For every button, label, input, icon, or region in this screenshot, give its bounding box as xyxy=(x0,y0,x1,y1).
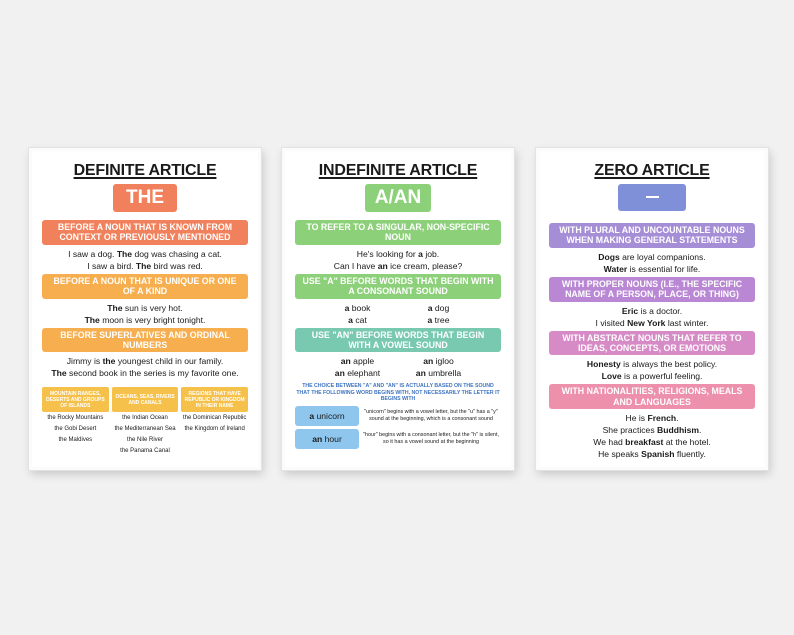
example-word: a tree xyxy=(427,314,450,325)
example-word: an elephant xyxy=(334,368,381,379)
category-label: OCEANS, SEAS, RIVERS AND CANALS xyxy=(112,387,179,412)
rule-box: WITH PROPER NOUNS (I.E., THE SPECIFIC NAME OF A PERSON, PLACE, OR THING) xyxy=(549,277,755,302)
example-sentence: Eric is a doctor. xyxy=(621,305,683,316)
poster-title: ZERO ARTICLE xyxy=(594,162,710,179)
example-sentence: The sun is very hot. xyxy=(107,302,183,313)
rule-box: BEFORE A NOUN THAT IS KNOWN FROM CONTEXT OR PREVIOUSLY MENTIONED xyxy=(42,220,248,245)
category-list xyxy=(181,413,248,435)
example-sentence: I saw a bird. The bird was red. xyxy=(87,260,203,271)
poster-title: INDEFINITE ARTICLE xyxy=(318,162,478,179)
example-word: a cat xyxy=(348,314,367,325)
category-column xyxy=(181,387,248,457)
dash-badge xyxy=(618,184,686,211)
example-sentence: Honesty is always the best policy. xyxy=(586,359,718,370)
example-sentence: I saw a dog. The dog was chasing a cat. xyxy=(68,248,222,259)
list-item: the Maldives xyxy=(58,437,93,444)
example-sentence: He is French. xyxy=(625,413,679,424)
list-item: the Rocky Mountains xyxy=(47,415,104,422)
list-item: the Indian Ocean xyxy=(122,415,168,422)
poster-indefinite-article xyxy=(282,148,514,470)
example-sentence: The moon is very bright tonight. xyxy=(84,314,206,325)
list-item: the Mediterranean Sea xyxy=(114,426,176,433)
category-column xyxy=(112,387,179,457)
rule-box: WITH NATIONALITIES, RELIGIONS, MEALS AND LANGUAGES xyxy=(549,384,755,409)
example-sentence: She practices Buddhism. xyxy=(602,425,702,436)
rule-box: BEFORE A NOUN THAT IS UNIQUE OR ONE OF A KIND xyxy=(42,274,248,299)
example-word: an apple xyxy=(340,356,375,367)
list-item: the Dominican Republic xyxy=(182,415,247,422)
example-sentence: He speaks Spanish fluently. xyxy=(598,449,706,460)
category-list xyxy=(112,413,179,457)
list-item: the Panama Canal xyxy=(120,448,170,455)
category-column xyxy=(42,387,109,457)
poster-title: DEFINITE ARTICLE xyxy=(73,162,217,179)
example-sentence: We had breakfast at the hotel. xyxy=(593,437,711,448)
comparison-explanation: "hour" begins with a consonant letter, but the "h" is silent, so it has a vowel sound at the beginning xyxy=(363,432,499,445)
example-word: a book xyxy=(344,302,371,313)
category-label: MOUNTAIN RANGES, DESERTS AND GROUPS OF ISLANDS xyxy=(42,387,109,412)
rule-box: WITH PLURAL AND UNCOUNTABLE NOUNS WHEN MAKING GENERAL STATEMENTS xyxy=(549,223,755,248)
rule-box: TO REFER TO A SINGULAR, NON-SPECIFIC NOUN xyxy=(295,220,501,245)
category-columns xyxy=(42,387,248,457)
example-sentence: Can I have an ice cream, please? xyxy=(333,260,463,271)
example-sentence: Love is a powerful feeling. xyxy=(601,371,703,382)
rule-box: WITH ABSTRACT NOUNS THAT REFER TO IDEAS, CONCEPTS, OR EMOTIONS xyxy=(549,331,755,356)
example-sentence: Water is essential for life. xyxy=(603,263,701,274)
category-list xyxy=(42,413,109,446)
category-label: REGIONS THAT HAVE REPUBLIC OR KINGDOM IN THEIR NAME xyxy=(181,387,248,412)
comparison-row xyxy=(295,406,501,426)
example-word: a dog xyxy=(427,302,450,313)
rule-box: BEFORE SUPERLATIVES AND ORDINAL NUMBERS xyxy=(42,328,248,353)
sound-note: THE CHOICE BETWEEN "A" AND "AN" IS ACTUALLY BASED ON THE SOUND THAT THE FOLLOWING WORD BEGINS WITH, NOT NECESSARILY THE LETTER IT BEGINS WITH xyxy=(296,383,500,403)
example-sentence: I visited New York last winter. xyxy=(595,317,709,328)
example-pairs xyxy=(295,302,501,326)
list-item: the Kingdom of Ireland xyxy=(184,426,245,433)
example-sentence: The second book in the series is my favorite one. xyxy=(51,368,239,379)
example-pairs xyxy=(295,355,501,379)
example-pill: a unicorn xyxy=(295,406,359,426)
example-sentence: He's looking for a job. xyxy=(356,248,440,259)
article-badge: THE xyxy=(113,184,177,212)
poster-zero-article xyxy=(536,148,768,470)
rule-box: USE "A" BEFORE WORDS THAT BEGIN WITH A CONSONANT SOUND xyxy=(295,274,501,299)
comparison-explanation: "unicorn" begins with a vowel letter, but the "u" has a "y" sound at the beginning, which is a consonant sound xyxy=(364,409,498,422)
example-pill: an hour xyxy=(295,429,359,449)
example-sentence: Jimmy is the youngest child in our family. xyxy=(66,356,224,367)
list-item: the Nile River xyxy=(127,437,164,444)
example-word: an igloo xyxy=(423,356,454,367)
dash-icon xyxy=(646,196,659,198)
poster-definite-article xyxy=(29,148,261,470)
comparison-row xyxy=(295,429,501,449)
rule-box: USE "AN" BEFORE WORDS THAT BEGIN WITH A VOWEL SOUND xyxy=(295,328,501,353)
example-sentence: Dogs are loyal companions. xyxy=(598,251,706,262)
article-badge: A/AN xyxy=(365,184,431,212)
example-word: an umbrella xyxy=(415,368,462,379)
list-item: the Gobi Desert xyxy=(54,426,97,433)
